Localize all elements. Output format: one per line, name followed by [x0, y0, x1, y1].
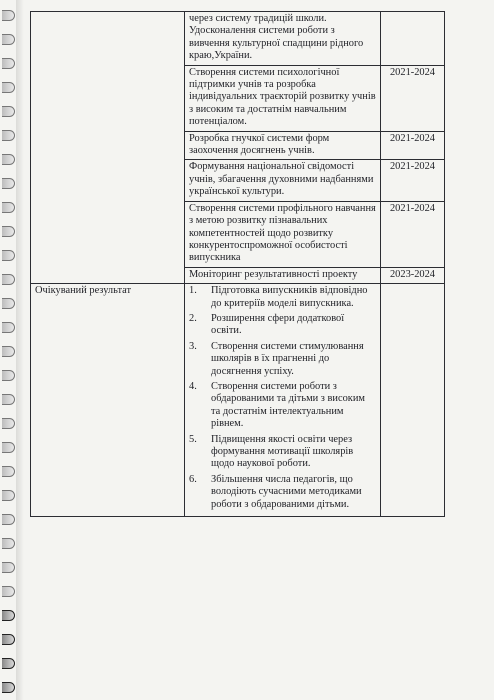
- period-cell: 2023-2024: [381, 267, 445, 283]
- activity-cell: Створення системи профільного навчання з метою розвитку пізнавальних компетентностей щодо розвитку конкурентоспроможної особистості випускника: [185, 201, 381, 267]
- binding-ring: [2, 82, 15, 93]
- binding-ring: [2, 346, 15, 357]
- binding-ring: [2, 226, 15, 237]
- activity-cell: Моніторинг результативності проекту: [185, 267, 381, 283]
- list-item: [189, 474, 376, 511]
- binding-ring: [2, 682, 15, 693]
- binding-ring: [2, 370, 15, 381]
- list-item: [189, 285, 376, 310]
- binding-ring: [2, 130, 15, 141]
- table-row: [31, 12, 445, 66]
- binding-ring: [2, 538, 15, 549]
- expected-result-label: Очікуваний результат: [31, 284, 185, 517]
- binding-ring: [2, 34, 15, 45]
- binding-ring: [2, 418, 15, 429]
- binding-ring: [2, 514, 15, 525]
- binding-ring: [2, 202, 15, 213]
- period-cell: 2021-2024: [381, 131, 445, 160]
- binding-ring: [2, 322, 15, 333]
- binding-ring: [2, 658, 15, 669]
- item-number: 1.: [189, 285, 197, 297]
- activity-cell: Створення системи психологічної підтримки учнів та розробка індивідуальних траєкторій розвитку учнів з високим та достатнім навчальним потенціалом.: [185, 65, 381, 131]
- binding-ring: [2, 58, 15, 69]
- expected-result-cell: [185, 284, 381, 517]
- plan-table: [30, 11, 445, 517]
- period-cell: 2021-2024: [381, 201, 445, 267]
- period-cell: [381, 12, 445, 66]
- binding-ring: [2, 154, 15, 165]
- period-cell: 2021-2024: [381, 65, 445, 131]
- list-item: [189, 341, 376, 378]
- item-text: Створення системи роботи з обдарованими та дітьми з високим та достатнім інтелектуальним рівнем.: [211, 380, 365, 430]
- list-item: [189, 381, 376, 431]
- list-item: [189, 434, 376, 471]
- binding-ring: [2, 490, 15, 501]
- spiral-binding: [0, 0, 16, 700]
- page-edge-shadow: [16, 0, 24, 700]
- item-text: Розширення сфери додаткової освіти.: [211, 312, 345, 337]
- expected-result-row: [31, 284, 445, 517]
- item-number: 3.: [189, 340, 197, 352]
- activity-cell: через систему традицій школи. Удосконалення системи роботи з вивчення культурної спадщини рідного краю,України.: [185, 12, 381, 66]
- item-number: 6.: [189, 473, 197, 485]
- binding-ring: [2, 250, 15, 261]
- period-cell: 2021-2024: [381, 160, 445, 201]
- binding-ring: [2, 562, 15, 573]
- item-number: 2.: [189, 312, 197, 324]
- binding-ring: [2, 442, 15, 453]
- binding-ring: [2, 274, 15, 285]
- empty-period-cell: [381, 284, 445, 517]
- item-number: 5.: [189, 433, 197, 445]
- binding-ring: [2, 610, 15, 621]
- item-text: Підготовка випускників відповідно до критеріїв моделі випускника.: [211, 285, 368, 309]
- binding-ring: [2, 466, 15, 477]
- binding-ring: [2, 586, 15, 597]
- binding-ring: [2, 394, 15, 405]
- empty-label-cell: [31, 12, 185, 284]
- item-text: Збільшення числа педагогів, що володіють сучасними методиками роботи з обдарованими дітьми.: [211, 473, 362, 510]
- activity-cell: Розробка гнучкої системи форм заохочення досягнень учнів.: [185, 131, 381, 160]
- item-text: Підвищення якості освіти через формування мотивації школярів щодо наукової роботи.: [211, 433, 354, 470]
- binding-ring: [2, 634, 15, 645]
- list-item: [189, 313, 376, 338]
- binding-ring: [2, 10, 15, 21]
- binding-ring: [2, 106, 15, 117]
- binding-ring: [2, 178, 15, 189]
- binding-ring: [2, 298, 15, 309]
- item-text: Створення системи стимулювання школярів в їх прагненні до досягнення успіху.: [211, 340, 364, 377]
- item-number: 4.: [189, 380, 197, 392]
- activity-cell: Формування національної свідомості учнів, збагачення духовними надбаннями української культури.: [185, 160, 381, 201]
- expected-result-list: [189, 285, 376, 511]
